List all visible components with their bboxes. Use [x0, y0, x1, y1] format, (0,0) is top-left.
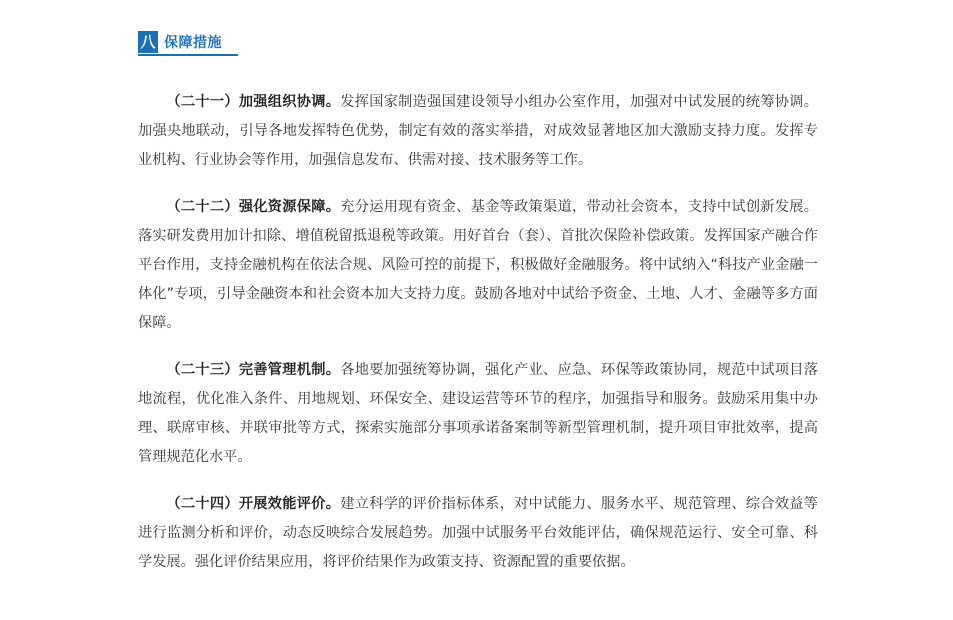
paragraph-text: 发挥国家制造强国建设领导小组办公室作用，加强对中试发展的统筹协调。加强央地联动，引导各地发挥特色优势，制定有效的落实举措，对成效显著地区加大激励支持力度。发挥专业机构、行业协会等作用，加强信息发布、供需对接、技术服务等工作。 — [138, 94, 818, 168]
paragraph-heading: （二十三）完善管理机制。 — [166, 362, 341, 378]
paragraph-heading: （二十四）开展效能评价。 — [166, 496, 341, 512]
paragraph-text: 各地要加强统筹协调，强化产业、应急、环保等政策协同，规范中试项目落地流程，优化准入条件、用地规划、环保安全、建设运营等环节的程序，加强指导和服务。鼓励采用集中办理、联席审核、并联审批等方式，探索实施部分事项承诺备案制等新型管理机制，提升项目审批效率，提高管理规范化水平。 — [138, 362, 818, 465]
paragraph-text: 建立科学的评价指标体系，对中试能力、服务水平、规范管理、综合效益等进行监测分析和评价，动态反映综合发展趋势。加强中试服务平台效能评估，确保规范运行、安全可靠、科学发展。强化评价结果应用，将评价结果作为政策支持、资源配置的重要依据。 — [138, 496, 818, 570]
paragraph-heading: （二十二）强化资源保障。 — [166, 199, 341, 215]
paragraph-23 — [138, 356, 818, 472]
section-title: 保障措施 — [164, 35, 222, 51]
paragraph-22 — [138, 193, 818, 338]
paragraph-text: 充分运用现有资金、基金等政策渠道，带动社会资本，支持中试创新发展。落实研发费用加计扣除、增值税留抵退税等政策。用好首台（套）、首批次保险补偿政策。发挥国家产融合作平台作用，支持金融机构在依法合规、风险可控的前提下，积极做好金融服务。将中试纳入“科技产业金融一体化”专项，引导金融资本和社会资本加大支持力度。鼓励各地对中试给予资金、土地、人才、金融等多方面保障。 — [138, 199, 818, 331]
paragraph-21 — [138, 88, 818, 175]
section-header — [138, 30, 238, 56]
paragraph-heading: （二十一）加强组织协调。 — [166, 94, 341, 110]
article-body — [138, 88, 818, 595]
paragraph-24 — [138, 490, 818, 577]
section-number-badge: 八 — [138, 31, 158, 53]
